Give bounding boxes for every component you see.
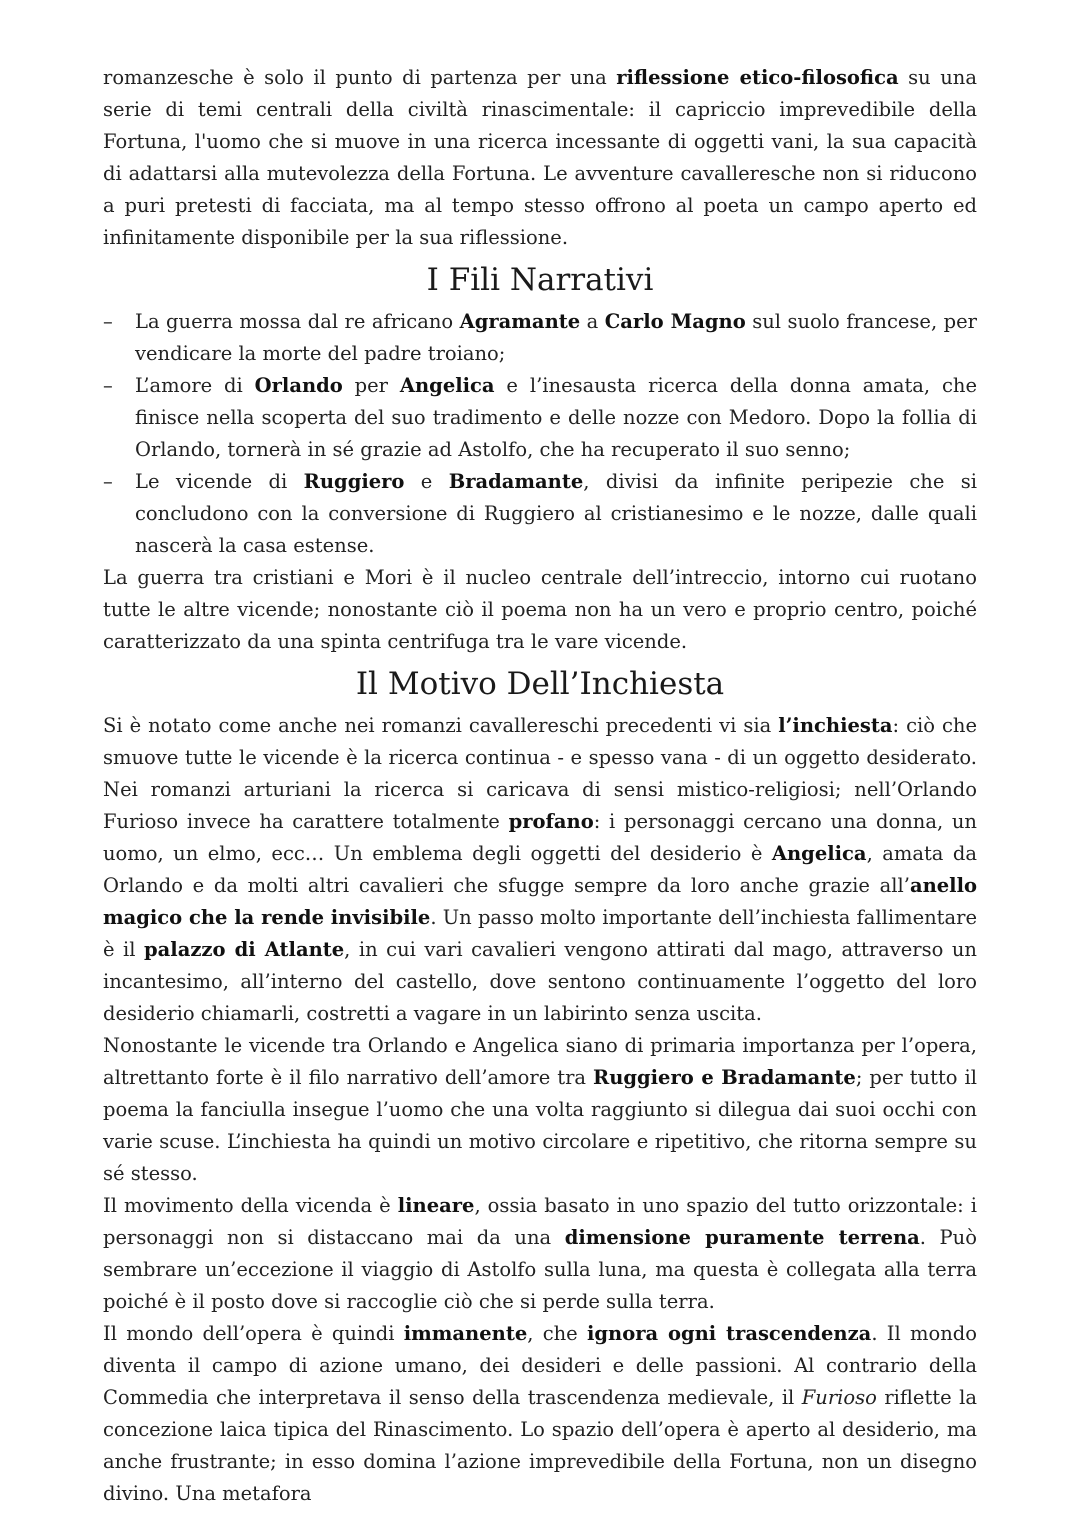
document-page	[103, 62, 977, 1510]
bold-text: riflessione etico-filosofica	[616, 66, 899, 89]
fili-paragraph: La guerra tra cristiani e Mori è il nucleo centrale dell’intreccio, intorno cui ruotano tutte le altre vicende; nonostante ciò il poema non ha un vero e proprio centro, poiché caratterizzato da una spinta centrifuga tra le vare vicende.	[103, 566, 977, 653]
dash-bullet: –	[103, 374, 113, 397]
inchiesta-paragraph-1: Si è notato come anche nei romanzi cavallereschi precedenti vi sia l’inchiesta: ciò che smuove tutte le vicende è la ricerca continua - e spesso vana - di un oggetto desiderato. Nei romanzi arturiani la ricerca si caricava di sensi mistico-religiosi; nell’Orlando Furioso invece ha carattere totalmente profano: i personaggi cercano una donna, un uomo, un elmo, ecc… Un emblema degli oggetti del desiderio è Angelica, amata da Orlando e da molti altri cavalieri che sfugge sempre da loro anche grazie all’anello magico che la rende invisibile. Un passo molto importante dell’inchiesta fallimentare è il palazzo di Atlante, in cui vari cavalieri vengono attirati dal mago, attraverso un incantesimo, all’interno del castello, dove sentono continuamente l’oggetto del loro desiderio chiamarli, costretti a vagare in un labirinto senza uscita.	[103, 714, 978, 1025]
list-item: – L’amore di Orlando per Angelica e l’inesausta ricerca della donna amata, che finisce nella scoperta del suo tradimento e delle nozze con Medoro. Dopo la follia di Orlando, tornerà in sé grazie ad Astolfo, che ha recuperato il suo senno;	[103, 370, 977, 466]
inchiesta-paragraph-4: Il mondo dell’opera è quindi immanente, che ignora ogni trascendenza. Il mondo diventa il campo di azione umano, dei desideri e delle passioni. Al contrario della Commedia che interpretava il senso della trascendenza medievale, il Furioso riflette la concezione laica tipica del Rinascimento. Lo spazio dell’opera è aperto al desiderio, ma anche frustrante; in esso domina l’azione imprevedibile della Fortuna, non un disegno divino. Una metafora	[103, 1322, 977, 1505]
dash-bullet: –	[103, 310, 113, 333]
narrative-threads-list	[103, 306, 977, 562]
inchiesta-paragraph-3: Il movimento della vicenda è lineare, ossia basato in uno spazio del tutto orizzontale: i personaggi non si distaccano mai da una dimensione puramente terrena. Può sembrare un’eccezione il viaggio di Astolfo sulla luna, ma questa è collegata alla terra poiché è il posto dove si raccoglie ciò che si perde sulla terra.	[103, 1194, 977, 1313]
section-heading-inchiesta: Il Motivo Dell’Inchiesta	[355, 666, 725, 702]
inchiesta-paragraph-2: Nonostante le vicende tra Orlando e Angelica siano di primaria importanza per l’opera, altrettanto forte è il filo narrativo dell’amore tra Ruggiero e Bradamante; per tutto il poema la fanciulla insegue l’uomo che una volta raggiunto si dilegua dai suoi occhi con varie scuse. L’inchiesta ha quindi un motivo circolare e ripetitivo, che ritorna sempre su sé stesso.	[103, 1034, 977, 1185]
section-heading-fili-narrativi: I Fili Narrativi	[426, 262, 654, 298]
list-item: – Le vicende di Ruggiero e Bradamante, divisi da infinite peripezie che si concludono con la conversione di Ruggiero al cristianesimo e le nozze, dalle quali nascerà la casa estense.	[103, 466, 977, 562]
intro-paragraph: romanzesche è solo il punto di partenza per una riflessione etico-filosofica su una serie di temi centrali della civiltà rinascimentale: il capriccio imprevedibile della Fortuna, l'uomo che si muove in una ricerca incessante di oggetti vani, la sua capacità di adattarsi alla mutevolezza della Fortuna. Le avventure cavalleresche non si riducono a puri pretesti di facciata, ma al tempo stesso offrono al poeta un campo aperto ed infinitamente disponibile per la sua riflessione.	[103, 66, 977, 249]
dash-bullet: –	[103, 470, 113, 493]
list-item: – La guerra mossa dal re africano Agramante a Carlo Magno sul suolo francese, per vendicare la morte del padre troiano;	[103, 306, 977, 370]
